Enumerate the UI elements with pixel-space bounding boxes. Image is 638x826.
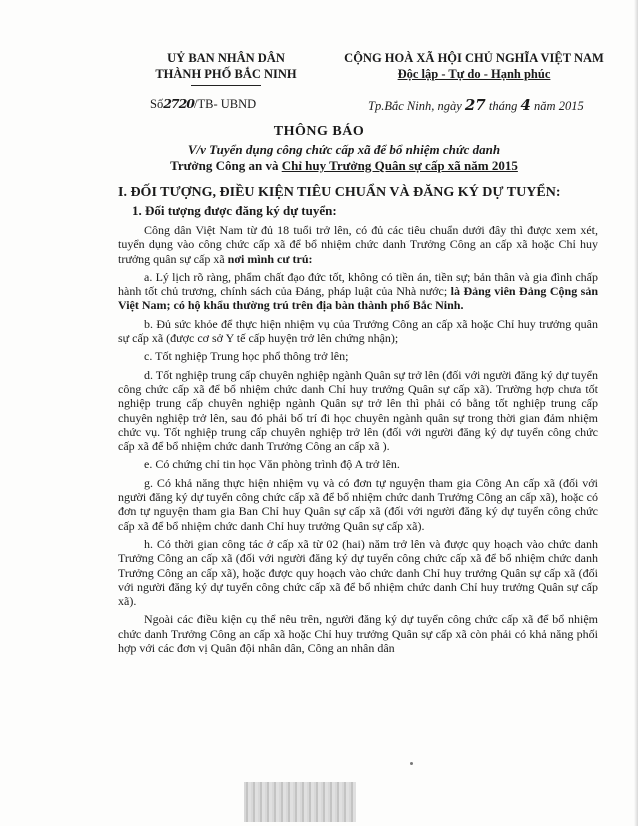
- national-heading: [330, 50, 618, 82]
- document-subject: [150, 142, 538, 174]
- section-heading-1-1: 1. Đối tượng được đăng ký dự tuyển:: [132, 203, 337, 218]
- para-a-text: a. Lý lịch rõ ràng, phẩm chất đạo đức tốt, không có tiền án, tiền sự; bản thân và gia đình chấp hành tốt chủ trương, chính sách của Đảng, pháp luật của Nhà nước;: [118, 269, 598, 299]
- national-motto: Độc lập - Tự do - Hạnh phúc: [397, 67, 551, 81]
- subject-line-2: [150, 158, 538, 174]
- document-body: [118, 185, 598, 659]
- date-year: năm 2015: [534, 99, 584, 113]
- paragraph-c: c. Tốt nghiệp Trung học phổ thông trở lên;: [144, 349, 349, 364]
- authority-underline: [191, 85, 261, 86]
- intro-text: Công dân Việt Nam từ đủ 18 tuổi trở lên, có đủ các tiêu chuẩn dưới đây thì được xem xét, tuyển dụng vào công chức cấp xã để bổ nhiệm chức danh Trưởng Công an cấp xã hoặc Chỉ huy trưởng quân sự cấp xã: [118, 223, 598, 266]
- docno-suffix: /TB- UBND: [194, 97, 257, 111]
- date-month-label: tháng: [488, 99, 518, 113]
- scan-speck: [410, 762, 413, 765]
- section-heading-1: I. ĐỐI TƯỢNG, ĐIỀU KIỆN TIÊU CHUẨN VÀ ĐĂNG KÝ DỰ TUYỂN:: [118, 185, 561, 200]
- para-a-bold: là Đảng viên Đảng Cộng sản Việt Nam; có hộ khẩu thường trú trên địa bàn thành phố Bắc Ninh.: [118, 284, 599, 313]
- authority-line-1: UỶ BAN NHÂN DÂN: [167, 51, 285, 65]
- authority-line-2: THÀNH PHỐ BẮC NINH: [155, 67, 297, 81]
- paragraph-d: d. Tốt nghiệp trung cấp chuyên nghiệp ngành Quân sự trở lên (đối với người đăng ký dự tuyển công chức cấp xã để bổ nhiệm chức danh Chỉ huy trưởng Quân sự cấp xã). Trường hợp chưa tốt nghiệp trung cấp chuyên nghiệp ngành Quân sự trở lên thì phải có bằng tốt nghiệp trung cấp chuyên nghiệp trở lên, sau đó phải bố trí đi học chuyên ngành quân sự trong thời gian đảm nhiệm chức vụ. Tốt nghiệp trung cấp chuyên nghiệp trở lên (đối với người đăng ký dự tuyển công chức cấp xã để bổ nhiệm chức danh Trưởng Công an cấp xã ).: [118, 367, 598, 454]
- subject-line-1: V/v Tuyển dụng công chức cấp xã để bổ nhiệm chức danh: [187, 142, 501, 157]
- nation-name: CỘNG HOÀ XÃ HỘI CHỦ NGHĨA VIỆT NAM: [344, 51, 604, 65]
- subject-line-2a: Trưởng Công an và: [170, 158, 279, 173]
- document-number: [150, 96, 256, 112]
- docno-prefix: Số: [150, 97, 164, 111]
- intro-bold: nơi mình cư trú:: [227, 251, 313, 266]
- paragraph-g: g. Có khả năng thực hiện nhiệm vụ và có đơn tự nguyện tham gia Công An cấp xã (đối với người đăng ký dự tuyển công chức cấp xã để bổ nhiệm chức danh Trưởng Công an cấp xã), hoặc có đơn tự nguyện tham gia Ban Chỉ huy Quân sự cấp xã (đối với người đăng ký dự tuyển công chức cấp xã để bổ nhiệm chức danh Chỉ huy trưởng Quân sự cấp xã).: [118, 475, 598, 533]
- paragraph-b: b. Đủ sức khỏe để thực hiện nhiệm vụ của Trưởng Công an cấp xã hoặc Chỉ huy trưởng quân sự cấp xã (được cơ sở Y tế cấp huyện trở lên chứng nhận);: [118, 316, 598, 346]
- paragraph-e: e. Có chứng chỉ tin học Văn phòng trình độ A trở lên.: [144, 457, 400, 472]
- subject-line-2b: Chỉ huy Trưởng Quân sự cấp xã năm 2015: [281, 158, 518, 173]
- date-line: [368, 96, 584, 114]
- paragraph-a: [118, 270, 598, 313]
- date-place: Tp.Bắc Ninh, ngày: [368, 99, 462, 113]
- paragraph-h: h. Có thời gian công tác ở cấp xã từ 02 (hai) năm trở lên và được quy hoạch vào chức danh Trưởng Công an cấp xã (đối với người đăng ký dự tuyển công chức cấp xã để bổ nhiệm chức danh Trưởng Công an cấp xã), hoặc được quy hoạch vào chức danh Chỉ huy trưởng Quân sự cấp xã (đối với người đăng ký dự tuyển công chức cấp xã để bổ nhiệm chức danh Chỉ huy trưởng Quân sự cấp xã).: [118, 536, 598, 609]
- scan-artifact-strip: [244, 782, 356, 822]
- paragraph-other: Ngoài các điều kiện cụ thể nêu trên, người đăng ký dự tuyển công chức cấp xã để bổ nhiệm chức danh Trưởng Công an cấp xã hoặc Chỉ huy trưởng Quân sự cấp xã còn phải có khả năng phối hợp với các đơn vị Quân đội nhân dân, Công an nhân dân: [118, 612, 598, 656]
- date-month-handwritten: 4: [520, 96, 531, 114]
- document-title: THÔNG BÁO: [273, 124, 365, 139]
- date-day-handwritten: 27: [464, 96, 486, 114]
- docno-handwritten: 2720: [163, 96, 194, 111]
- paragraph-intro: [118, 223, 598, 266]
- issuing-authority: [140, 50, 312, 86]
